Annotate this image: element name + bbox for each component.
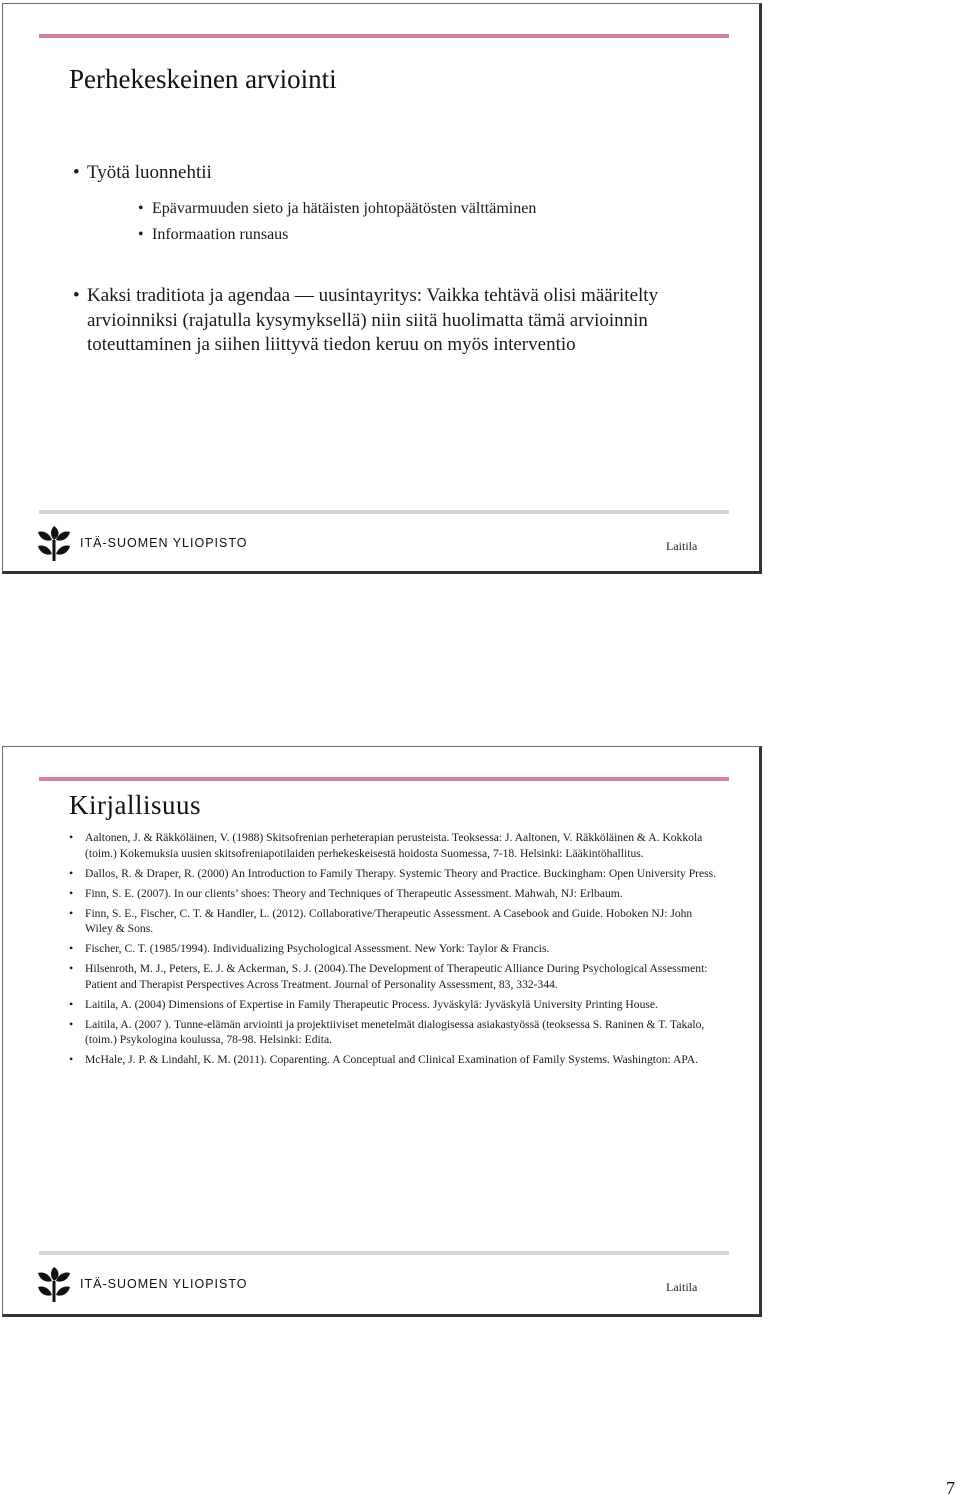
slide-title: Kirjallisuus bbox=[69, 790, 201, 820]
reference-item: • McHale, J. P. & Lindahl, K. M. (2011). Coparenting. A Conceptual and Clinical Examination of Family Systems. Washington: APA. bbox=[69, 1052, 719, 1068]
slide-title: Perhekeskeinen arviointi bbox=[69, 64, 337, 94]
reference-item: • Dallos, R. & Draper, R. (2000) An Introduction to Family Therapy. Systemic Theory and Practice. Buckingham: Open University Press. bbox=[69, 866, 719, 882]
university-leaf-logo-icon bbox=[36, 1265, 72, 1303]
footer-author: Laitila bbox=[666, 539, 698, 553]
slide-kirjallisuus bbox=[2, 746, 762, 1317]
slide-perhekeskeinen-arviointi bbox=[2, 3, 762, 574]
footer-logo bbox=[36, 524, 248, 562]
reference-item: • Aaltonen, J. & Räkköläinen, V. (1988) Skitsofrenian perheterapian perusteista. Teoksessa: J. Aaltonen, V. Räkköläinen & A. Kokkola (toim.) Kokemuksia uusien skitsofreniapotilaiden perhekeskeisestä hoidosta Suomessa, 7-18. Helsinki: Lääkintöhallitus. bbox=[69, 830, 719, 861]
sub-bullet-item: • Epävarmuuden sieto ja hätäisten johtopäätösten välttäminen bbox=[138, 196, 536, 222]
logo-text: ITÄ-SUOMEN YLIOPISTO bbox=[80, 1277, 248, 1291]
footer-rule bbox=[39, 1251, 729, 1255]
header-accent-rule bbox=[39, 34, 729, 38]
reference-item: • Hilsenroth, M. J., Peters, E. J. & Ackerman, S. J. (2004).The Development of Therapeutic Alliance During Psychological Assessment: Patient and Therapist Perspectives Across Treatment. Journal of Personality Assessment, 83, 332-344. bbox=[69, 961, 719, 992]
sub-bullet-list bbox=[138, 196, 536, 248]
reference-item: • Fischer, C. T. (1985/1994). Individualizing Psychological Assessment. New York: Taylor & Francis. bbox=[69, 941, 719, 957]
footer-logo bbox=[36, 1265, 248, 1303]
reference-item: • Finn, S. E. (2007). In our clients’ shoes: Theory and Techniques of Therapeutic Assessment. Mahwah, NJ: Erlbaum. bbox=[69, 886, 719, 902]
sub-bullet-item: • Informaation runsaus bbox=[138, 222, 536, 248]
reference-list bbox=[69, 830, 719, 1072]
bullet-item: • Työtä luonnehtii bbox=[73, 161, 713, 185]
page-number: 7 bbox=[946, 1478, 955, 1498]
footer-rule bbox=[39, 510, 729, 514]
main-bullet-list bbox=[73, 161, 713, 185]
reference-item: • Finn, S. E., Fischer, C. T. & Handler, L. (2012). Collaborative/Therapeutic Assessment. A Casebook and Guide. Hoboken NJ: John Wiley & Sons. bbox=[69, 906, 719, 937]
footer-author: Laitila bbox=[666, 1280, 698, 1294]
header-accent-rule bbox=[39, 777, 729, 781]
bullet-item: • Kaksi traditiota ja agendaa — uusintayritys: Vaikka tehtävä olisi määritelty arvioinniksi (rajatulla kysymyksellä) niin siitä huolimatta tämä arvioinnin toteuttaminen ja siihen liittyvä tiedon keruu on myös interventio bbox=[73, 284, 723, 358]
logo-text: ITÄ-SUOMEN YLIOPISTO bbox=[80, 536, 248, 550]
university-leaf-logo-icon bbox=[36, 524, 72, 562]
main-bullet-list-2 bbox=[73, 284, 723, 358]
reference-item: • Laitila, A. (2007 ). Tunne-elämän arviointi ja projektiiviset menetelmät dialogisessa asiakastyössä (teoksessa S. Raninen & T. Takalo, (toim.) Psykologina koulussa, 78-98. Helsinki: Edita. bbox=[69, 1017, 719, 1048]
reference-item: • Laitila, A. (2004) Dimensions of Expertise in Family Therapeutic Process. Jyväskylä: Jyväskylä University Printing House. bbox=[69, 997, 719, 1013]
